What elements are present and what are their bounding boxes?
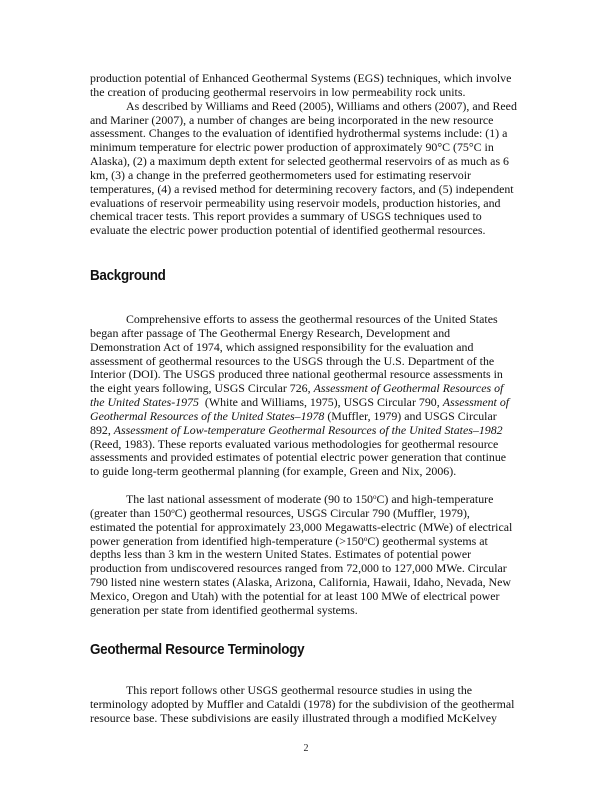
text-line: production from undiscovered resources ranged from 72,000 to 127,000 MWe. Circular xyxy=(90,561,507,576)
degree-mark: o xyxy=(373,493,377,501)
text-line: assessment. Changes to the evaluation of identified hydrothermal systems include: (1) a xyxy=(90,126,508,141)
citation-title: Assessment of xyxy=(442,395,510,410)
text-line: began after passage of The Geothermal Energy Research, Development and xyxy=(90,325,451,340)
text-line: generation per state from identified geothermal systems. xyxy=(90,602,358,617)
text-line xyxy=(90,507,522,521)
text-line xyxy=(90,535,522,549)
text-run: C) and high-temperature xyxy=(376,492,494,506)
text-line xyxy=(90,410,522,424)
text-run: (White and Williams, 1975), USGS Circular 790, xyxy=(198,395,443,410)
text-run: (Muffler, 1979) and USGS Circular xyxy=(324,408,497,423)
text-line: Comprehensive efforts to assess the geothermal resources of the United States xyxy=(126,312,498,326)
text-line: (Reed, 1983). These reports evaluated various methodologies for geothermal resource xyxy=(90,436,499,451)
text-line: to guide long-term geothermal planning (for example, Green and Nix, 2006). xyxy=(90,464,457,479)
text-line: chemical tracer tests. This report provides a summary of USGS techniques used to xyxy=(90,209,482,224)
text-line: depths less than 3 km in the western United States. Estimates of potential power xyxy=(90,547,472,562)
text-line xyxy=(90,382,522,396)
background-paragraph-2 xyxy=(90,493,522,618)
intro-text-block xyxy=(90,72,522,238)
text-run: the eight years following, USGS Circular 726, xyxy=(90,381,314,396)
citation-title: Geothermal Resources of the United States–1978 xyxy=(90,408,325,423)
text-line: 790 listed nine western states (Alaska, Arizona, California, Hawaii, Idaho, Nevada, New xyxy=(90,575,511,590)
text-line: resource base. These subdivisions are easily illustrated through a modified McKelvey xyxy=(90,710,497,725)
terminology-paragraph xyxy=(90,684,522,726)
citation-title: Assessment of Geothermal Resources of xyxy=(313,381,504,396)
text-line: estimated the potential for approximately 23,000 Megawatts-electric (MWe) of electrical xyxy=(90,519,513,534)
text-line: and Mariner (2007), a number of changes are being incorporated in the new resource xyxy=(90,112,494,127)
text-run: The last national assessment of moderate (90 to 150 xyxy=(126,492,373,506)
degree-mark: o xyxy=(171,506,175,515)
text-run: power generation from identified high-temperature (>150 xyxy=(90,533,364,548)
citation-title: the United States-1975 xyxy=(90,395,199,410)
text-line xyxy=(90,493,522,507)
text-line xyxy=(90,424,522,438)
text-run: C) geothermal resources, USGS Circular 790 (Muffler, 1979), xyxy=(174,505,470,520)
text-line: As described by Williams and Reed (2005), Williams and others (2007), and Reed xyxy=(126,98,517,113)
text-line: km, (3) a change in the preferred geothermometers used for estimating reservoir xyxy=(90,167,472,182)
citation-title: Assessment of Low-temperature Geothermal Resources of the United States–1982 xyxy=(113,422,503,437)
degree-mark: o xyxy=(363,534,368,543)
text-line: assessment of geothermal resources to the USGS through the U.S. Department of the xyxy=(90,353,495,368)
text-line: evaluations of reservoir permeability using reservoir models, production histories, and xyxy=(90,195,501,210)
text-line: This report follows other USGS geothermal resource studies in using the xyxy=(126,683,473,697)
text-run: (greater than 150 xyxy=(90,505,172,520)
text-line: the creation of producing geothermal reservoirs in low permeability rock units. xyxy=(90,84,466,99)
text-line: Demonstration Act of 1974, which assigned responsibility for the evaluation and xyxy=(90,339,474,354)
text-line: terminology adopted by Muffler and Cataldi (1978) for the subdivision of the geothermal xyxy=(90,696,515,711)
text-line: temperatures, (4) a revised method for determining recovery factors, and (5) independent xyxy=(90,181,514,196)
background-paragraph-1 xyxy=(90,313,522,479)
page-number: 2 xyxy=(303,743,309,754)
text-run: C) geothermal systems at xyxy=(367,533,488,548)
text-line: assessments and provided estimates of potential electric power generation that continue xyxy=(90,450,507,465)
text-line: production potential of Enhanced Geothermal Systems (EGS) techniques, which involve xyxy=(90,71,512,85)
section-heading-background: Background xyxy=(90,268,166,284)
text-line: Alaska), (2) a maximum depth extent for selected geothermal reservoirs of as much as 6 xyxy=(90,154,509,169)
text-line: Mexico, Oregon and Utah) with the potential for at least 100 MWe of electrical power xyxy=(90,588,500,603)
text-line: minimum temperature for electric power production of approximately 90°C (75°C in xyxy=(90,140,494,155)
text-line: Interior (DOI). The USGS produced three national geothermal resource assessments in xyxy=(90,367,503,382)
text-line xyxy=(90,396,522,410)
section-heading-terminology: Geothermal Resource Terminology xyxy=(90,642,305,658)
text-run: 892, xyxy=(90,422,114,437)
text-line: evaluate the electric power production potential of identified geothermal resources. xyxy=(90,223,486,238)
